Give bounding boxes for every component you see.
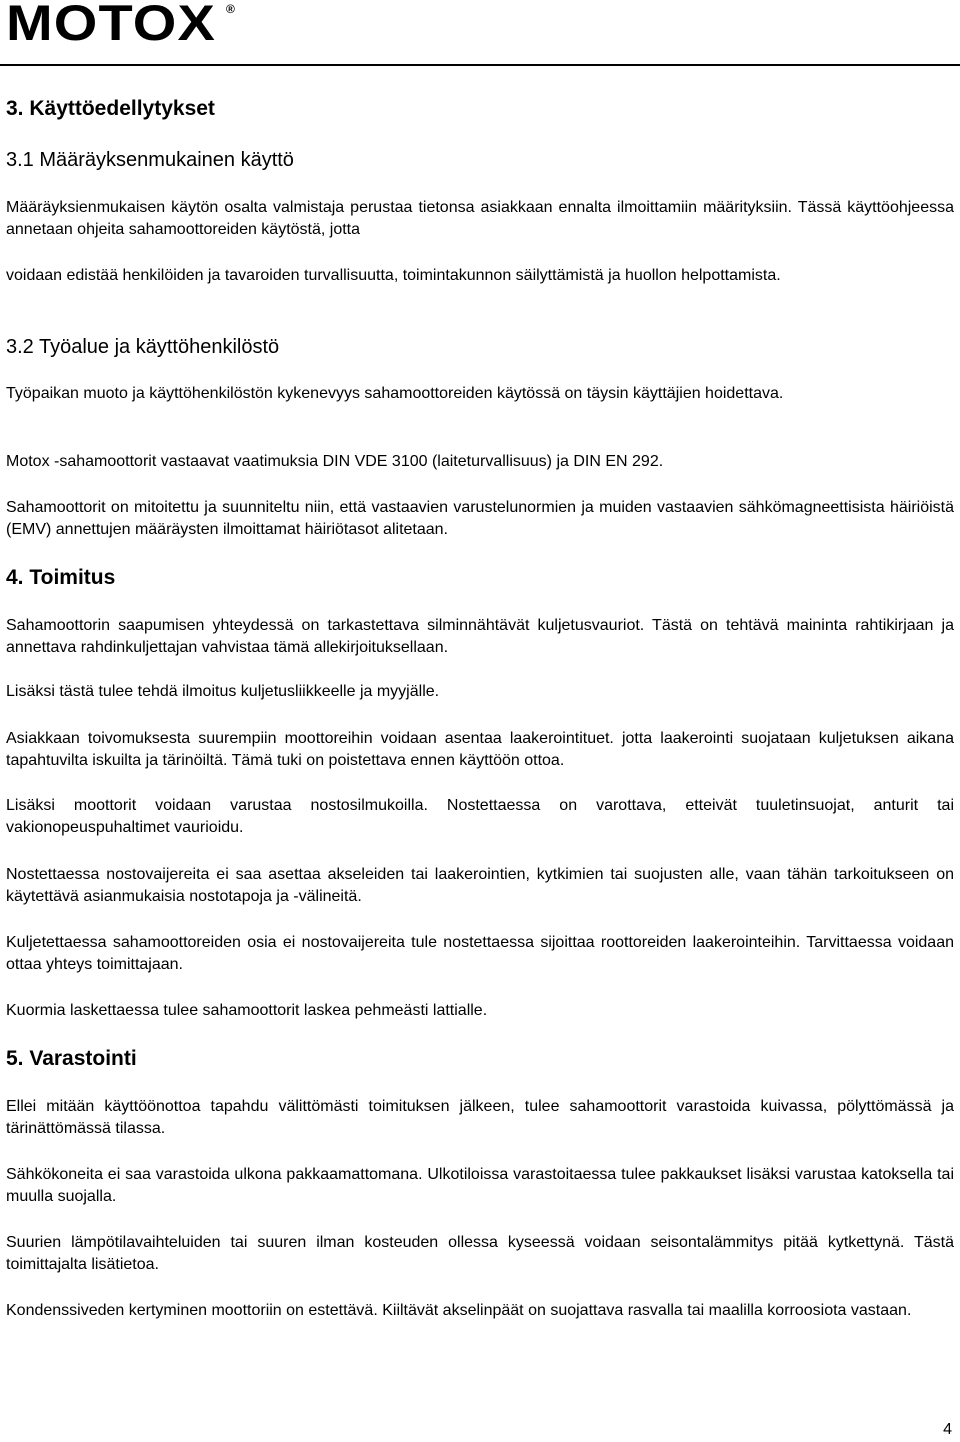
- section-5-paragraph-3: Suurien lämpötilavaihteluiden tai suuren ilman kosteuden ollessa kyseessä voidaan seisontalämmitys pitää kytkettynä. Tästä toimittajalta lisätietoa.: [6, 1234, 954, 1273]
- section-4-heading: 4. Toimitus: [6, 566, 116, 589]
- section-3-heading: 3. Käyttöedellytykset: [6, 97, 215, 120]
- header-divider: [0, 64, 960, 66]
- section-3-2-paragraph-2: Motox -sahamoottorit vastaavat vaatimuksia DIN VDE 3100 (laiteturvallisuus) ja DIN EN 292.: [6, 453, 664, 470]
- section-4-paragraph-2: Lisäksi tästä tulee tehdä ilmoitus kuljetusliikkeelle ja myyjälle.: [6, 683, 440, 700]
- section-3-2-paragraph-1: Työpaikan muoto ja käyttöhenkilöstön kykenevyys sahamoottoreiden käytössä on täysin käyttäjien hoidettava.: [6, 385, 784, 402]
- registered-mark: ®: [226, 2, 235, 16]
- section-5-paragraph-4: Kondenssiveden kertyminen moottoriin on estettävä. Kiiltävät akselinpäät on suojattava rasvalla tai maalilla korroosiota vastaan.: [6, 1302, 912, 1319]
- section-4-paragraph-5: Nostettaessa nostovaijereita ei saa asettaa akseleiden tai laakerointien, kytkimien tai suojusten alle, vaan tähän tarkoitukseen on käytettävä asianmukaisia nostotapoja ja -välineitä.: [6, 866, 954, 905]
- section-5-paragraph-2: Sähkökoneita ei saa varastoida ulkona pakkaamattomana. Ulkotiloissa varastoitaessa tulee pakkaukset lisäksi varustaa katoksella tai muulla suojalla.: [6, 1166, 954, 1205]
- section-5-paragraph-1: Ellei mitään käyttöönottoa tapahdu välittömästi toimituksen jälkeen, tulee sahamoottorit varastoida kuivassa, pölyttömässä ja tärinättömässä tilassa.: [6, 1098, 954, 1137]
- page-number: 4: [943, 1421, 952, 1438]
- section-3-1-paragraph-1: Määräyksienmukaisen käytön osalta valmistaja perustaa tietonsa asiakkaan ennalta ilmoittamiin määrityksiin. Tässä käyttöohjeessa annetaan ohjeita sahamoottoreiden käytöstä, jotta: [6, 199, 954, 238]
- motox-logo: MOTOX: [6, 0, 216, 51]
- section-3-1-paragraph-2: voidaan edistää henkilöiden ja tavaroiden turvallisuutta, toimintakunnon säilyttämistä ja huollon helpottamista.: [6, 267, 781, 284]
- section-4-paragraph-6: Kuljetettaessa sahamoottoreiden osia ei nostovaijereita tule nostettaessa sijoittaa roottoreiden laakerointeihin. Tarvittaessa voidaan ottaa yhteys toimittajaan.: [6, 934, 954, 973]
- section-5-heading: 5. Varastointi: [6, 1047, 137, 1070]
- section-3-2-paragraph-3: Sahamoottorit on mitoitettu ja suunniteltu niin, että vastaavien varustelunormien ja muiden vastaavien sähkömagneettisista häiriöistä (EMV) annettujen määräysten ilmoittamat häiriötasot alitetaan.: [6, 499, 954, 538]
- section-4-paragraph-7: Kuormia laskettaessa tulee sahamoottorit laskea pehmeästi lattialle.: [6, 1002, 488, 1019]
- section-4-paragraph-4: Lisäksi moottorit voidaan varustaa nostosilmukoilla. Nostettaessa on varottava, etteivät tuuletinsuojat, anturit tai vakionopeuspuhaltimet vaurioidu.: [6, 797, 954, 836]
- section-3-1-heading: 3.1 Määräyksenmukainen käyttö: [6, 149, 294, 171]
- section-4-paragraph-3: Asiakkaan toivomuksesta suurempiin moottoreihin voidaan asentaa laakerointituet. jotta laakerointi suojataan kuljetuksen aikana tapahtuvilta iskuilta ja tärinöiltä. Tämä tuki on poistettava ennen käyttöön ottoa.: [6, 730, 954, 769]
- section-3-2-heading: 3.2 Työalue ja käyttöhenkilöstö: [6, 336, 280, 358]
- section-4-paragraph-1: Sahamoottorin saapumisen yhteydessä on tarkastettava silminnähtävät kuljetusvauriot. Tästä on tehtävä maininta rahtikirjaan ja annettava rahdinkuljettajan vahvistaa tämä allekirjoituksellaan.: [6, 617, 954, 656]
